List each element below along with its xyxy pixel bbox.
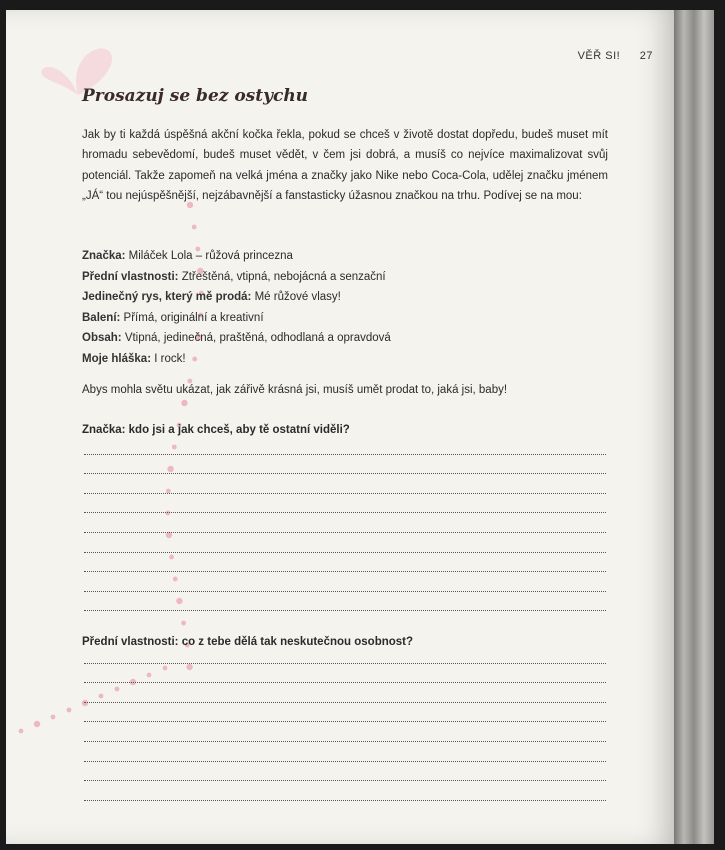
closing-paragraph: Abys mohla světu ukázat, jak zářivě krásná jsi, musíš umět prodat to, jaká jsi, baby! [82,384,508,396]
page-number: 27 [639,50,653,62]
intro-paragraph: Jak by ti každá úspěšná akční kočka řekla, pokud se chceš v životě dostat dopředu, budeš muset mít hromadu sebevědomí, budeš muset vědět, v čem jsi dobrá, a musíš co nejvíce maximalizovat svůj potenciál. Takže zapomeň na velká jména a značky jako Nike nebo Coca-Cola, udělej značku jménem „JÁ“ tou nejúspěšnější, nejzábavnější a fanstasticky úžasnou značkou na trhu. Podívej se na mou: [82,129,608,202]
field-value: I rock! [151,352,186,365]
field-value: Miláček Lola – růžová princezna [125,250,293,262]
field-label: Přední vlastnosti: [82,270,179,283]
decorative-dot [181,621,186,626]
field-value: Mé růžové vlasy! [251,291,341,303]
field-value: Ztřeštěná, vtipná, nebojácná a senzační [178,270,386,283]
decorative-dot [34,721,40,727]
question-label: Značka: [82,424,126,436]
running-header [562,50,653,62]
field-label: Obsah: [82,332,122,344]
answer-line[interactable] [84,703,606,723]
answer-line[interactable] [84,722,606,742]
chapter-title: Prosazuj se bez ostychu [82,86,309,106]
field-label: Značka: [82,250,126,262]
field-label: Jedinečný rys, který mě prodá: [82,291,252,303]
decorative-dot [51,715,56,720]
field-value: Vtipná, jedinečná, praštěná, odhodlaná a opravdová [121,332,391,344]
answer-line[interactable] [84,781,606,801]
field-label: Moje hláška: [82,352,152,365]
answer-line[interactable] [84,683,606,703]
brand-fields [82,246,608,369]
answer-line[interactable] [84,742,606,762]
answer-line[interactable] [84,664,606,684]
question-label: Přední vlastnosti: [82,636,179,648]
field-value: Přímá, originální a kreativní [120,311,264,324]
answer-line[interactable] [84,435,606,455]
answer-line[interactable] [84,494,606,514]
field-row [82,246,608,267]
answer-line[interactable] [84,513,606,533]
answer-line[interactable] [84,533,606,553]
decorative-dot [19,729,24,734]
answer-line[interactable] [84,644,606,664]
question-text: kdo jsi a jak chceš, aby tě ostatní viděli? [125,424,350,436]
answer-line[interactable] [84,592,606,612]
answer-line[interactable] [84,474,606,494]
field-row [82,267,608,288]
section-title: VĚŘ SI! [577,50,621,62]
field-row [82,328,608,349]
field-row [82,287,608,308]
answer-line[interactable] [84,762,606,782]
question-text: co z tebe dělá tak neskutečnou osobnost? [178,636,414,648]
decorative-dot [192,225,197,230]
field-label: Balení: [82,311,121,324]
answer-line[interactable] [84,455,606,475]
decorative-dot [67,708,72,713]
answer-lines-qualities [84,644,606,801]
answer-line[interactable] [84,553,606,573]
decorative-dot [181,400,187,406]
field-row [82,308,608,329]
answer-line[interactable] [84,572,606,592]
field-row [82,349,608,370]
answer-lines-brand [84,435,606,611]
